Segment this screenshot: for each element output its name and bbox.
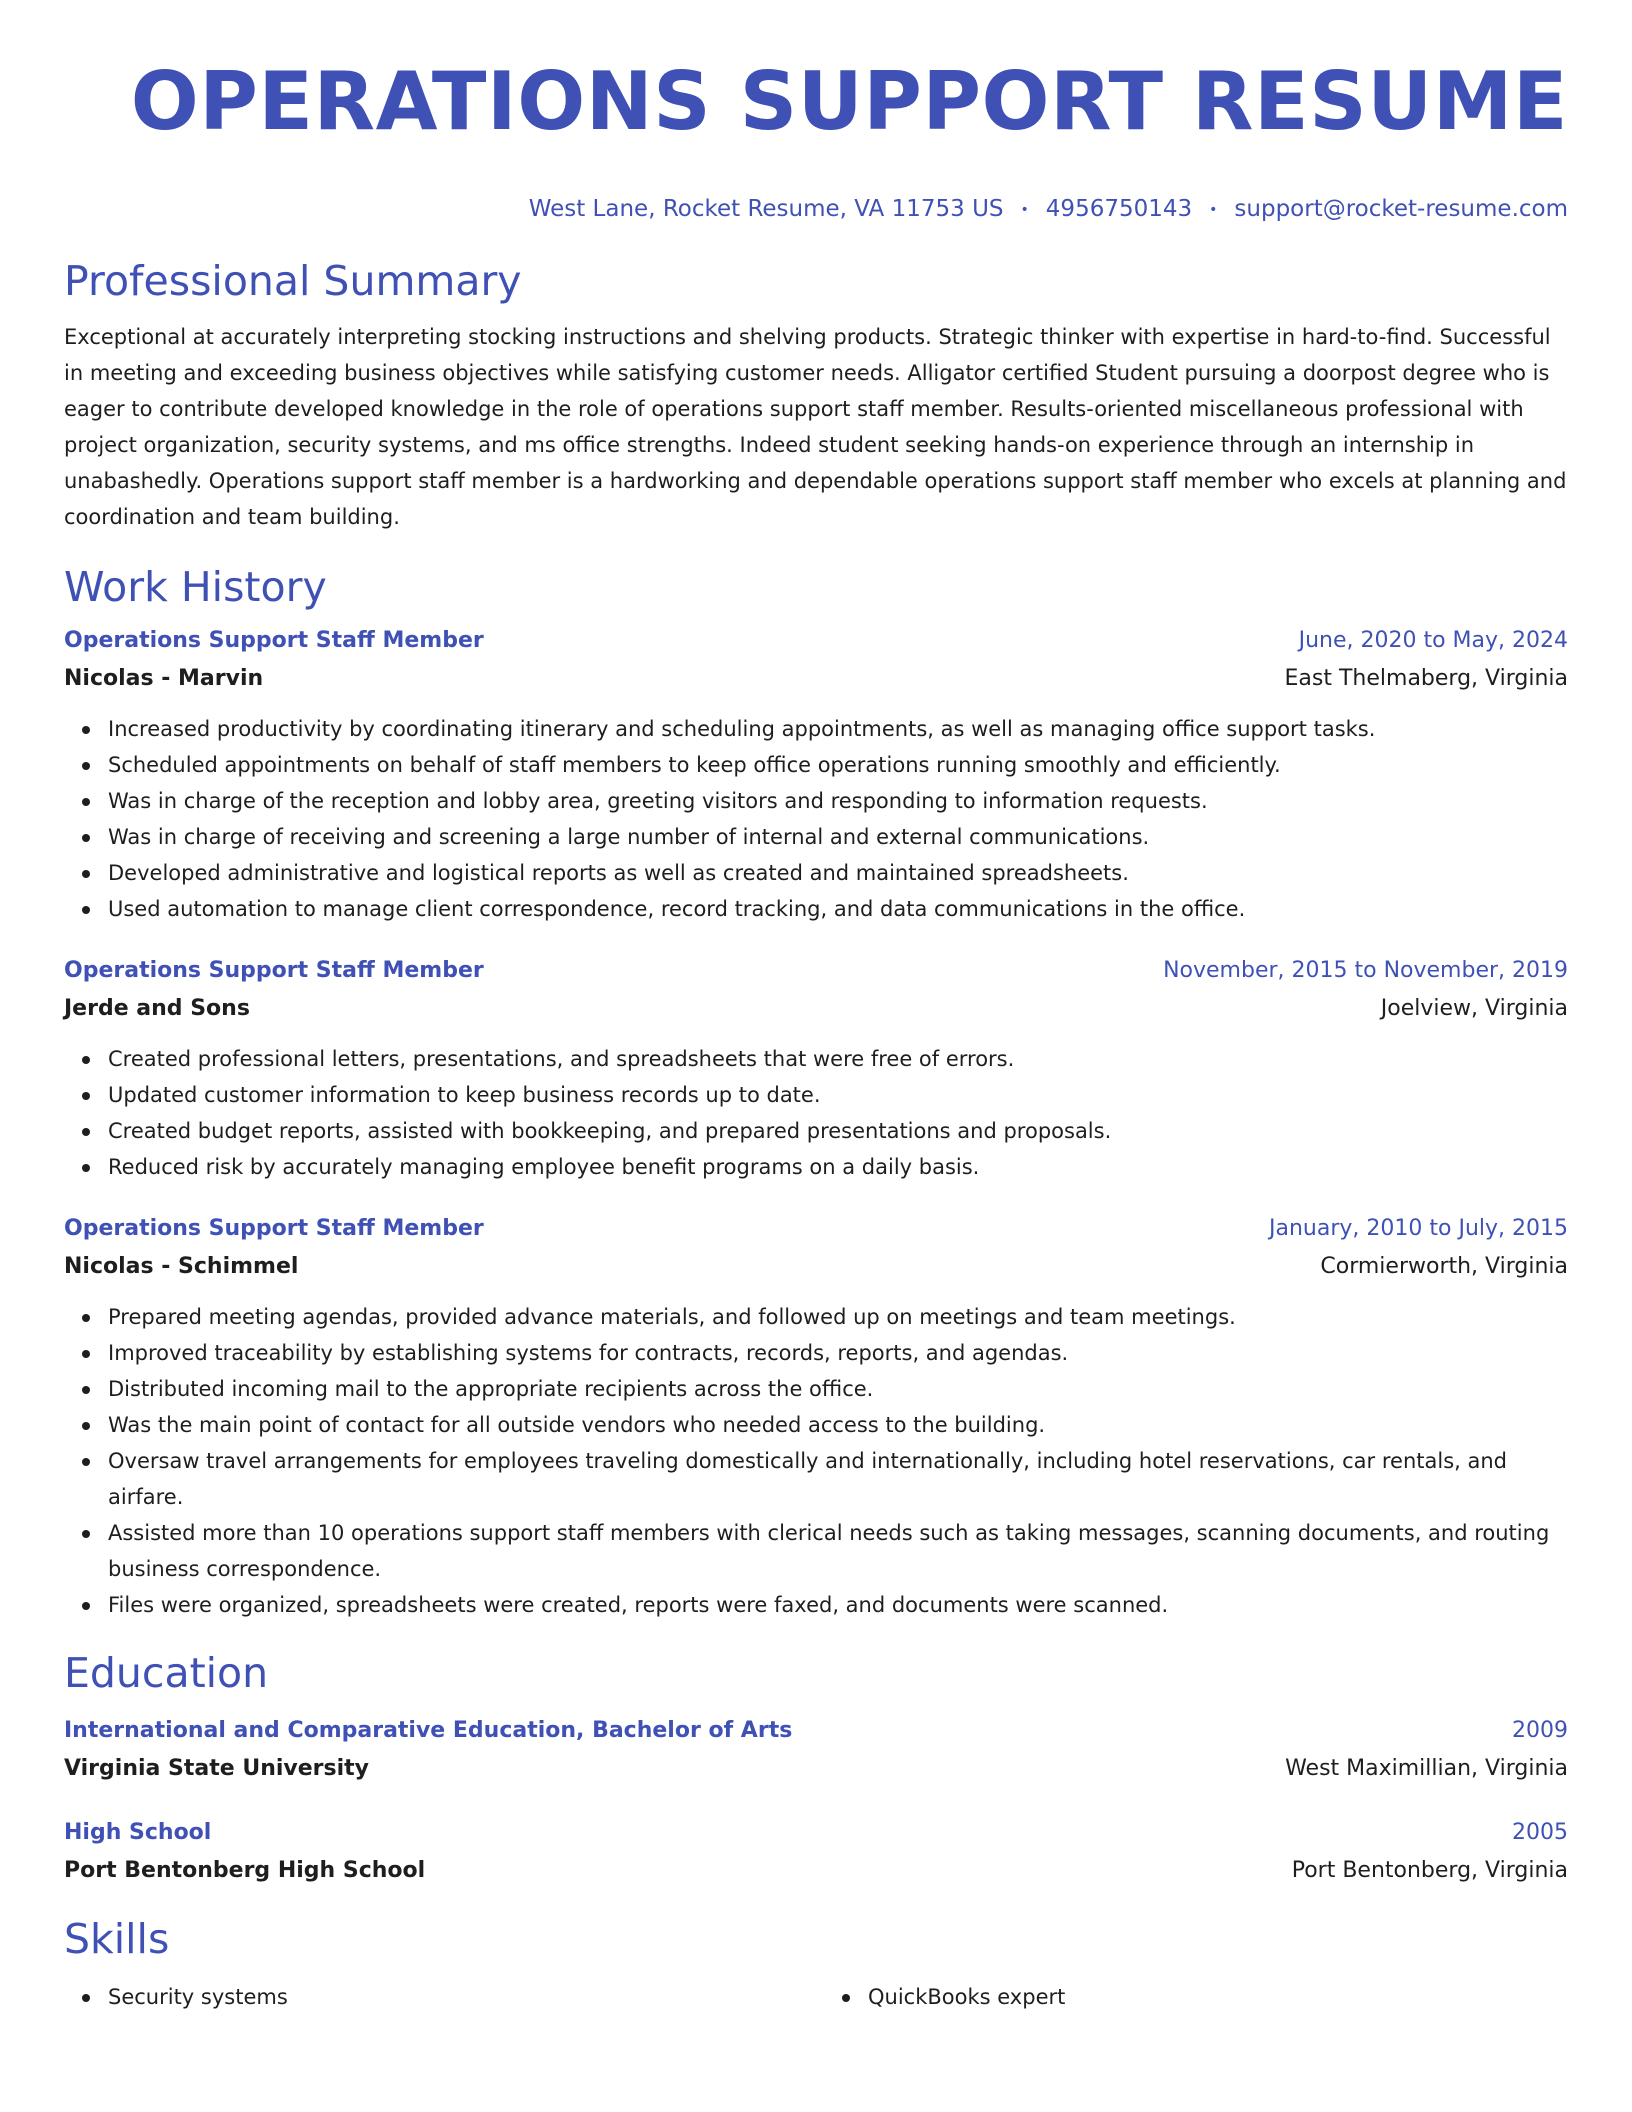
job-location: Cormierworth, Virginia: [1320, 1253, 1568, 1279]
skills-grid: [64, 1979, 1568, 2015]
employer-name: Nicolas - Marvin: [64, 665, 264, 691]
job-entry: [64, 953, 1568, 1185]
employer-name: Nicolas - Schimmel: [64, 1253, 299, 1279]
summary-text: Exceptional at accurately interpreting stocking instructions and shelving products. Strategic thinker with expertise in hard-to-find. Successful in meeting and exceeding business objectives while satisfying customer needs. Alligator certified Student pursuing a doorpost degree who is eager to contribute developed knowledge in the role of operations support staff member. Results-oriented miscellaneous professional with project organization, security systems, and ms office strengths. Indeed student seeking hands-on experience through an internship in unabashedly. Operations support staff member is a hardworking and dependable operations support staff member who excels at planning and coordination and team building.: [64, 324, 1567, 529]
job-duty: Increased productivity by coordinating itinerary and scheduling appointments, as well as managing office support tasks.: [108, 711, 1568, 747]
job-duty: Files were organized, spreadsheets were created, reports were faxed, and documents were scanned.: [108, 1587, 1568, 1623]
job-duty: Was in charge of receiving and screening a large number of internal and external communications.: [108, 819, 1568, 855]
job-duty: Created professional letters, presentations, and spreadsheets that were free of errors.: [108, 1041, 1568, 1077]
school-name: Virginia State University: [64, 1755, 370, 1781]
contact-line: [64, 192, 1568, 227]
job-duty: Updated customer information to keep business records up to date.: [108, 1077, 1568, 1113]
job-duty: Was in charge of the reception and lobby area, greeting visitors and responding to information requests.: [108, 783, 1568, 819]
job-duty: Reduced risk by accurately managing employee benefit programs on a daily basis.: [108, 1149, 1568, 1185]
summary-heading: Professional Summary: [64, 256, 522, 305]
skills-list-left: [64, 1979, 808, 2015]
job-duties-list: [64, 1041, 1568, 1185]
education-entry: [64, 1713, 1568, 1789]
skill-item: QuickBooks expert: [868, 1979, 1568, 2015]
phone-text: 4956750143: [1045, 196, 1193, 222]
job-duty: Distributed incoming mail to the appropriate recipients across the office.: [108, 1371, 1568, 1407]
job-duty: Assisted more than 10 operations support staff members with clerical needs such as taking messages, scanning documents, and routing business correspondence.: [108, 1515, 1568, 1587]
skills-list-right: [824, 1979, 1568, 2015]
job-dates: January, 2010 to July, 2015: [1269, 1215, 1568, 1241]
address-text: West Lane, Rocket Resume, VA 11753 US: [528, 196, 1004, 222]
resume-title: OPERATIONS SUPPORT RESUME: [130, 55, 1568, 148]
skill-item: Security systems: [108, 1979, 808, 2015]
school-name: Port Bentonberg High School: [64, 1857, 426, 1883]
bullet-separator: •: [1020, 201, 1029, 218]
school-location: West Maximillian, Virginia: [1285, 1755, 1568, 1781]
degree-name: International and Comparative Education, Bachelor of Arts: [64, 1717, 793, 1743]
bullet-separator: •: [1209, 201, 1218, 218]
job-duty: Developed administrative and logistical reports as well as created and maintained spreadsheets.: [108, 855, 1568, 891]
job-duties-list: [64, 1299, 1568, 1623]
job-duties-list: [64, 711, 1568, 927]
job-entry: [64, 1211, 1568, 1623]
job-title: Operations Support Staff Member: [64, 1215, 484, 1241]
skills-heading: Skills: [64, 1914, 170, 1963]
education-heading: Education: [64, 1648, 269, 1697]
job-title: Operations Support Staff Member: [64, 627, 484, 653]
job-duty: Improved traceability by establishing systems for contracts, records, reports, and agendas.: [108, 1335, 1568, 1371]
job-dates: November, 2015 to November, 2019: [1163, 957, 1568, 983]
job-dates: June, 2020 to May, 2024: [1298, 627, 1568, 653]
graduation-year: 2005: [1512, 1819, 1568, 1845]
email-text: support@rocket-resume.com: [1234, 196, 1568, 222]
job-duty: Oversaw travel arrangements for employees traveling domestically and internationally, including hotel reservations, car rentals, and airfare.: [108, 1443, 1568, 1515]
job-location: East Thelmaberg, Virginia: [1284, 665, 1568, 691]
job-duty: Prepared meeting agendas, provided advance materials, and followed up on meetings and team meetings.: [108, 1299, 1568, 1335]
job-entry: [64, 623, 1568, 927]
job-duty: Was the main point of contact for all outside vendors who needed access to the building.: [108, 1407, 1568, 1443]
school-location: Port Bentonberg, Virginia: [1291, 1857, 1568, 1883]
job-duty: Created budget reports, assisted with bookkeeping, and prepared presentations and proposals.: [108, 1113, 1568, 1149]
degree-name: High School: [64, 1819, 212, 1845]
work-history-heading: Work History: [64, 562, 327, 611]
job-duty: Scheduled appointments on behalf of staff members to keep office operations running smoothly and efficiently.: [108, 747, 1568, 783]
job-title: Operations Support Staff Member: [64, 957, 484, 983]
job-location: Joelview, Virginia: [1380, 995, 1568, 1021]
education-entry: [64, 1815, 1568, 1891]
graduation-year: 2009: [1512, 1717, 1568, 1743]
job-duty: Used automation to manage client correspondence, record tracking, and data communications in the office.: [108, 891, 1568, 927]
employer-name: Jerde and Sons: [64, 995, 250, 1021]
